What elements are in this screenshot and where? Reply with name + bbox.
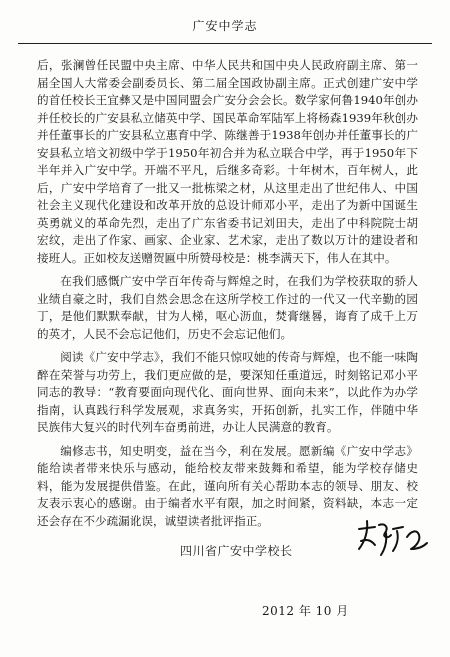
paragraph-4: 编修志书，知史明变，益在当今，利在发展。愿新编《广安中学志》能给读者带来快乐与感动，能给校友带来鼓舞和希望，能为学校存储史料，能为发展提供借鉴。在此，谨向所有关心帮助本志的领导、朋友、校友表示衷心的感谢。由于编者水平有限，加之时间紧，资料缺，本志一定还会存在不少疏漏讹误，诚望读者批评指正。 — [37, 443, 418, 528]
signature-block — [180, 515, 430, 575]
running-header-title: 广安中学志 — [192, 19, 258, 33]
handwritten-signature — [355, 515, 430, 565]
paragraph-3: 阅读《广安中学志》，我们不能只惊叹她的传奇与辉煌，也不能一味陶醉在荣誉与功劳上，我们更应做的是，要深知任重道远，时刻铭记邓小平同志的教导：“教育要面向现代化、面向世界、面向未来”，以此作为办学指南，认真践行科学发展观，求真务实，开拓创新，扎实工作，伴随中华民族伟大复兴的时代列车奋勇前进，办让人民满意的教育。 — [37, 350, 418, 434]
paragraph-2: 在我们感慨广安中学百年传奇与辉煌之时，在我们为学校获取的骄人业绩自豪之时，我们自然会思念在这所学校工作过的一代又一代辛勤的园丁，是他们默默奉献，甘为人梯，呕心沥血，焚膏继晷，诲育了成千上万的英才，人民不会忘记他们，历史不会忘记他们。 — [37, 274, 418, 341]
header-divider — [18, 43, 432, 44]
body-text — [37, 57, 418, 536]
signatory-title: 四川省广安中学校长 — [180, 544, 293, 558]
paragraph-1: 后，张澜曾任民盟中央主席、中华人民共和国中央人民政府副主席、第一届全国人大常委会副委员长、第二届全国政协副主席。正式创建广安中学的首任校长王宜彝又是中国同盟会广安分会会长。数学家何鲁1940年创办并任校长的广安县私立储英中学、国民革命军陆军上将杨森1939年秋创办并任董事长的广安县私立惠育中学、陈继善于1938年创办并任董事长的广安县私立培文初级中学于1950年初合并为私立联合中学，再于1950年下半年并入广安中学。开端不平凡，后继多奇彩。十年树木，百年树人，此后，广安中学培育了一批又一批栋梁之材，从这里走出了世纪伟人、中国社会主义现代化建设和改革开放的总设计师邓小平，走出了为新中国诞生英勇就义的革命先烈，走出了广东省委书记刘田夫，走出了中科院院士胡宏纹，走出了作家、画家、企业家、艺术家，走出了数以万计的建设者和接班人。正如校友送赠贺匾中所赞母校是：桃李满天下，伟人在其中。 — [37, 58, 418, 265]
signature-date: 2012 年 10 月 — [262, 604, 349, 618]
